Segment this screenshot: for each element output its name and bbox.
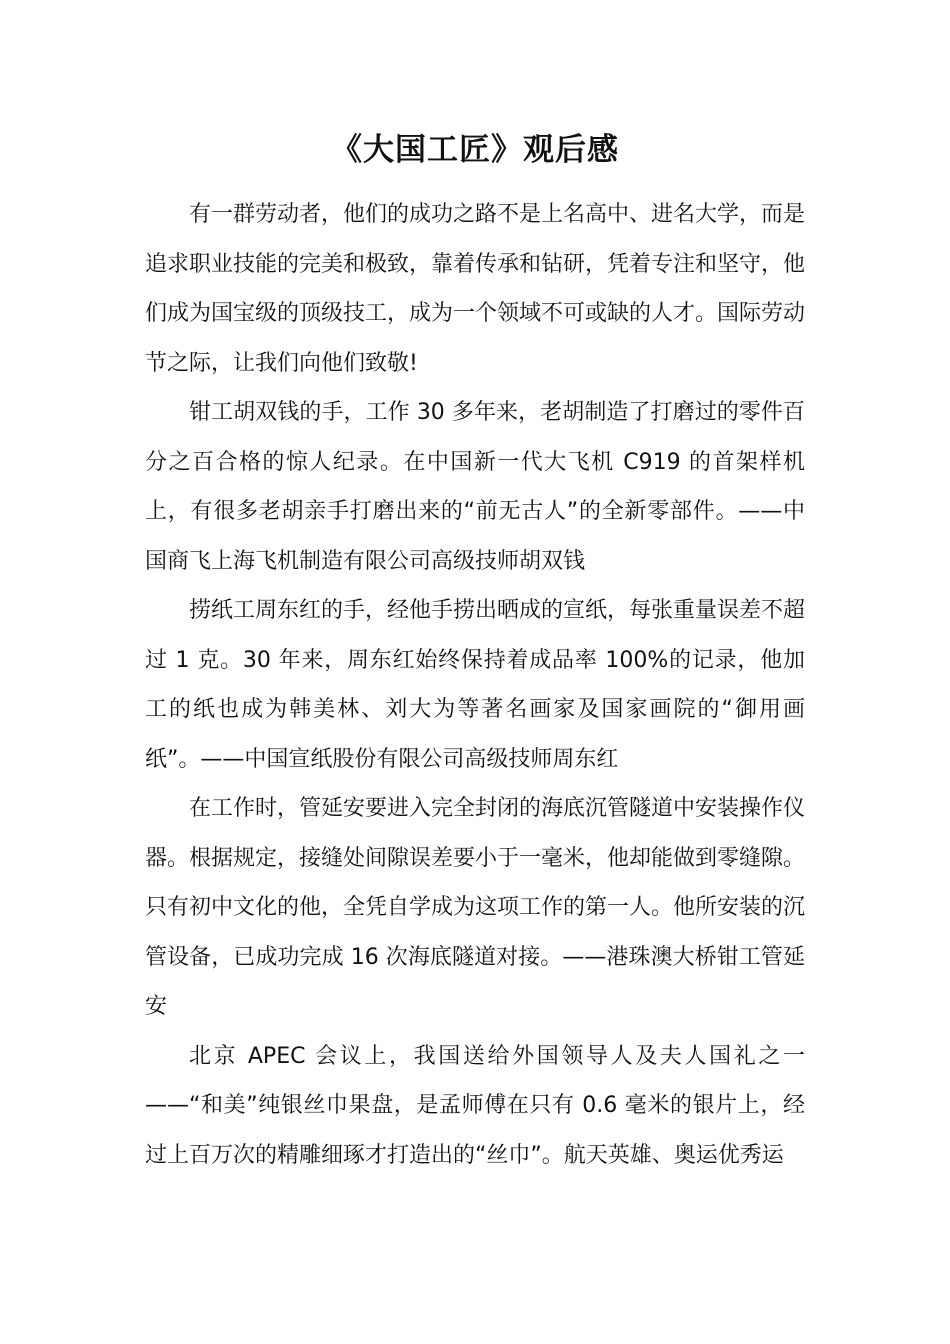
- paragraph-1: 有一群劳动者，他们的成功之路不是上名高中、进名大学，而是追求职业技能的完美和极致，靠着传承和钻研，凭着专注和坚守，他们成为国宝级的顶级技工，成为一个领域不可或缺的人才。国际劳动节之际，让我们向他们致敬!: [145, 202, 806, 376]
- paragraph-4: 在工作时，管延安要进入完全封闭的海底沉管隧道中安装操作仪器。根据规定，接缝处间隙误差要小于一毫米，他却能做到零缝隙。只有初中文化的他，全凭自学成为这项工作的第一人。他所安装的沉管设备，已成功完成 16 次海底隧道对接。——港珠澳大桥钳工管延安: [145, 796, 806, 1019]
- paragraph-2: 钳工胡双钱的手，工作 30 多年来，老胡制造了打磨过的零件百分之百合格的惊人纪录。在中国新一代大飞机 C919 的首架样机上，有很多老胡亲手打磨出来的“前无古人”的全新零部件。——中国商飞上海飞机制造有限公司高级技师胡双钱: [145, 400, 806, 574]
- document-title: 《大国工匠》观后感: [331, 132, 619, 168]
- paragraph-3: 捞纸工周东红的手，经他手捞出晒成的宣纸，每张重量误差不超过 1 克。30 年来，周东红始终保持着成品率 100%的记录，他加工的纸也成为韩美林、刘大为等著名画家及国家画院的“御用画纸”。——中国宣纸股份有限公司高级技师周东红: [145, 598, 806, 772]
- paragraph-5: 北京 APEC 会议上，我国送给外国领导人及夫人国礼之一——“和美”纯银丝巾果盘，是孟师傅在只有 0.6 毫米的银片上，经过上百万次的精雕细琢才打造出的“丝巾”。航天英雄、奥运优秀运: [145, 1043, 805, 1168]
- document-body: [145, 190, 805, 1180]
